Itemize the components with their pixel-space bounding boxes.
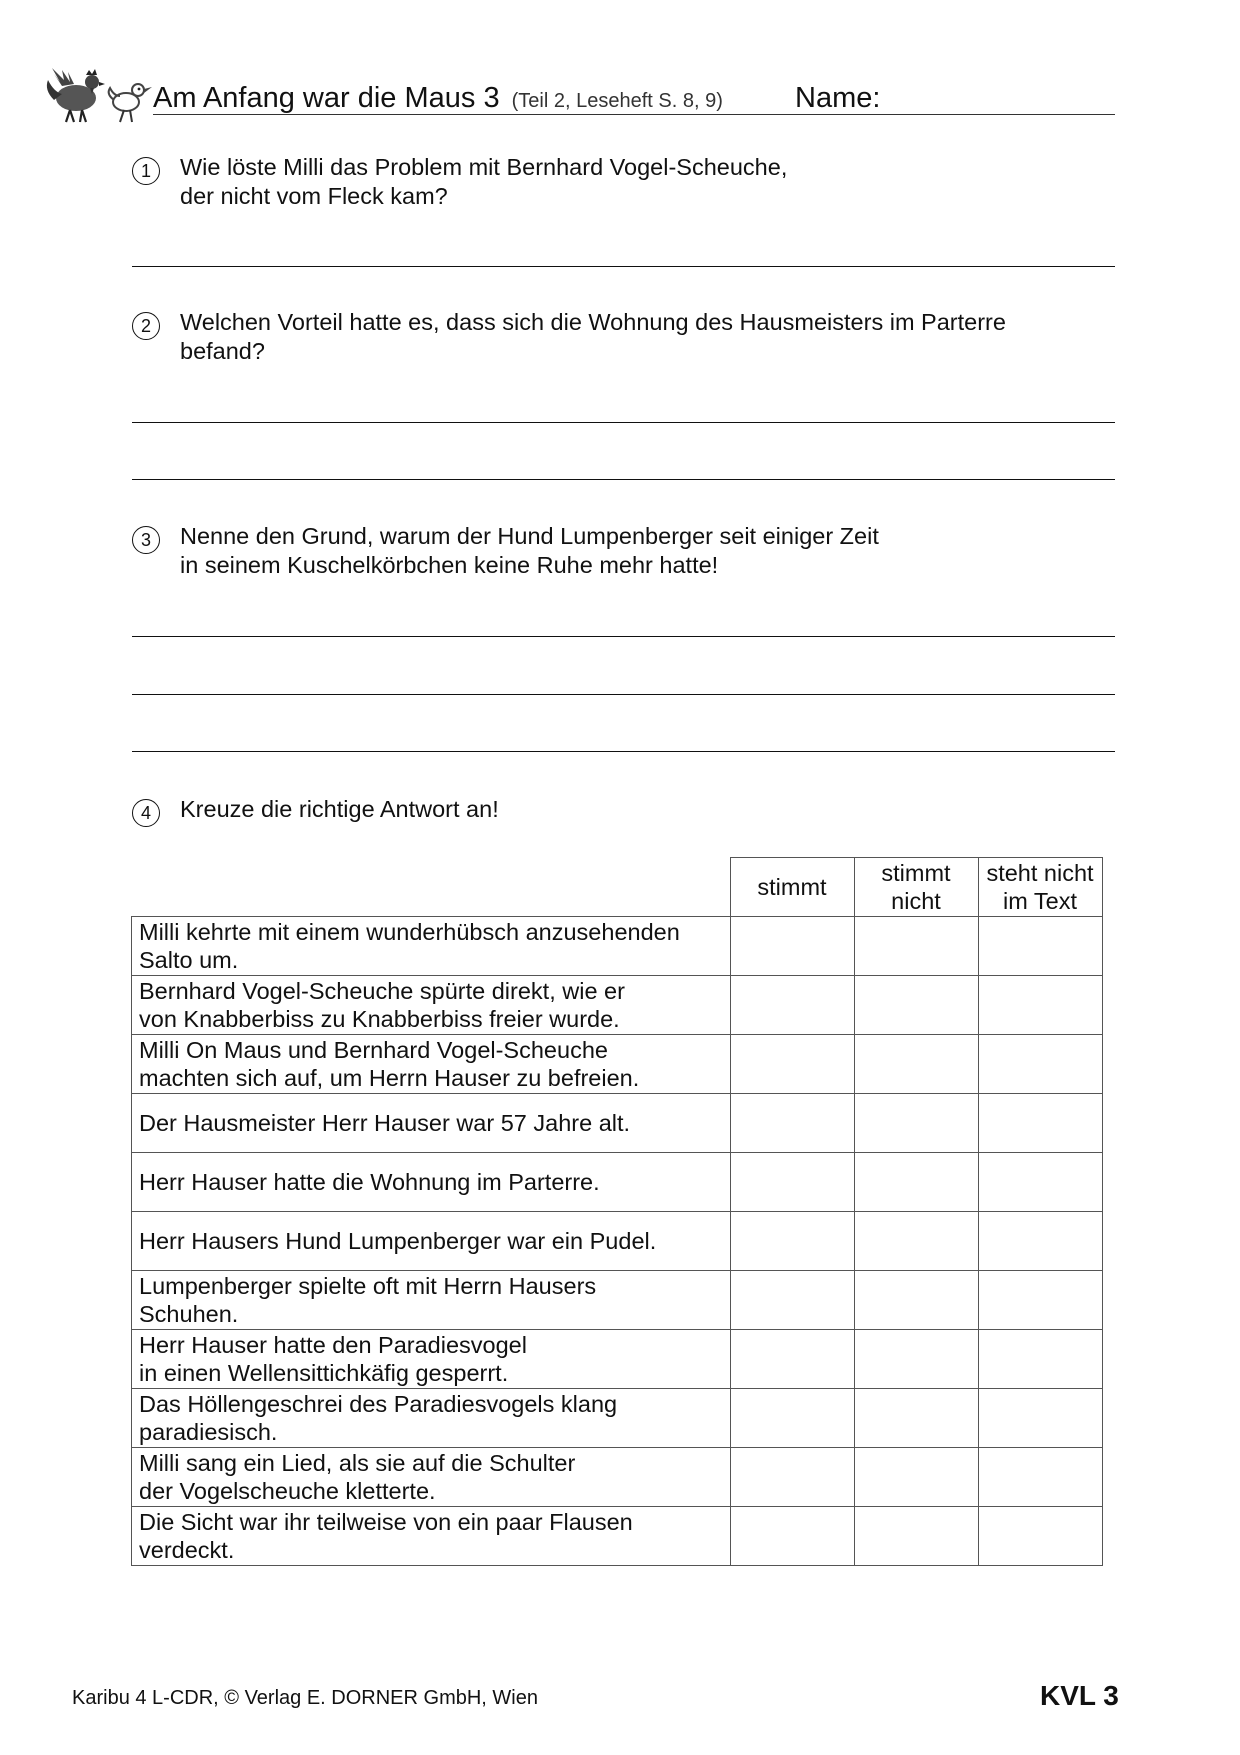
table-row [132,917,1103,976]
checkbox-stimmt[interactable] [730,1448,854,1507]
checkbox-stimmt[interactable] [730,1153,854,1212]
statement-line: Der Hausmeister Herr Hauser war 57 Jahre alt. [139,1110,631,1136]
checkbox-stimmt[interactable] [730,1212,854,1271]
statement-line: Milli kehrte mit einem wunderhübsch anzusehenden [139,919,680,945]
answer-line[interactable] [132,479,1115,480]
answer-line[interactable] [132,694,1115,695]
worksheet-subtitle: (Teil 2, Leseheft S. 8, 9) [511,90,723,112]
column-header-line: stimmt [881,860,951,886]
checkbox-stimmt[interactable] [730,1330,854,1389]
statement-line: Die Sicht war ihr teilweise von ein paar Flausen [139,1509,633,1535]
question-text [180,308,1006,366]
statement-line: Salto um. [139,947,239,973]
statement-line: Bernhard Vogel-Scheuche spürte direkt, wie er [139,978,625,1004]
table-row [132,1212,1103,1271]
checkbox-stimmt[interactable] [730,976,854,1035]
checkbox-steht-nicht-im-text[interactable] [978,1035,1102,1094]
statement-line: paradiesisch. [139,1419,278,1445]
statement-cell [132,1212,731,1271]
checkbox-stimmt-nicht[interactable] [854,1212,978,1271]
answer-line[interactable] [132,422,1115,423]
statement-line: Milli sang ein Lied, als sie auf die Schulter [139,1450,576,1476]
checkbox-stimmt[interactable] [730,1035,854,1094]
true-false-table [131,857,1103,1566]
worksheet-header [40,66,1115,118]
statement-cell [132,976,731,1035]
checkbox-stimmt-nicht[interactable] [854,1153,978,1212]
checkbox-steht-nicht-im-text[interactable] [978,1153,1102,1212]
statement-line: Herr Hausers Hund Lumpenberger war ein Pudel. [139,1228,657,1254]
statement-line: in einen Wellensittichkäfig gesperrt. [139,1360,509,1386]
statement-cell [132,1330,731,1389]
footer-page-code: KVL 3 [1040,1680,1119,1711]
question-text-line: Wie löste Milli das Problem mit Bernhard Vogel-Scheuche, [180,154,788,180]
column-header-line: im Text [1003,888,1077,914]
checkbox-steht-nicht-im-text[interactable] [978,1212,1102,1271]
checkbox-steht-nicht-im-text[interactable] [978,1271,1102,1330]
column-header-stimmt-nicht [854,858,978,917]
checkbox-stimmt-nicht[interactable] [854,1094,978,1153]
checkbox-steht-nicht-im-text[interactable] [978,1507,1102,1566]
footer-copyright: Karibu 4 L-CDR, © Verlag E. DORNER GmbH, Wien [72,1687,538,1709]
question-text-line: Kreuze die richtige Antwort an! [180,796,499,822]
question-3 [132,522,1112,582]
checkbox-stimmt-nicht[interactable] [854,976,978,1035]
statement-line: verdeckt. [139,1537,235,1563]
statement-cell [132,1448,731,1507]
column-header-line: stimmt [757,874,827,900]
question-number: 4 [132,799,160,827]
table-row [132,1094,1103,1153]
checkbox-steht-nicht-im-text[interactable] [978,1094,1102,1153]
statement-cell [132,1271,731,1330]
checkbox-stimmt-nicht[interactable] [854,1448,978,1507]
table-row [132,1330,1103,1389]
statement-line: der Vogelscheuche kletterte. [139,1478,436,1504]
checkbox-steht-nicht-im-text[interactable] [978,1448,1102,1507]
table-row [132,1448,1103,1507]
statement-line: Milli On Maus und Bernhard Vogel-Scheuche [139,1037,608,1063]
header-rule [153,114,1115,115]
question-text [180,522,879,580]
statement-line: Herr Hauser hatte die Wohnung im Parterre. [139,1169,600,1195]
statement-cell [132,1035,731,1094]
checkbox-steht-nicht-im-text[interactable] [978,917,1102,976]
statement-line: Schuhen. [139,1301,239,1327]
checkbox-stimmt[interactable] [730,917,854,976]
checkbox-steht-nicht-im-text[interactable] [978,976,1102,1035]
table-header-blank [132,858,731,917]
checkbox-steht-nicht-im-text[interactable] [978,1389,1102,1448]
checkbox-stimmt-nicht[interactable] [854,917,978,976]
statement-cell [132,1094,731,1153]
checkbox-stimmt-nicht[interactable] [854,1271,978,1330]
question-number: 3 [132,526,160,554]
question-text-line: Welchen Vorteil hatte es, dass sich die Wohnung des Hausmeisters im Parterre [180,309,1006,335]
question-2 [132,308,1112,368]
question-text-line: in seinem Kuschelkörbchen keine Ruhe mehr hatte! [180,552,719,578]
table-row [132,1507,1103,1566]
question-text [180,153,787,211]
question-text-line: der nicht vom Fleck kam? [180,183,448,209]
checkbox-steht-nicht-im-text[interactable] [978,1330,1102,1389]
statement-cell [132,1153,731,1212]
column-header-steht-nicht-im-text [978,858,1102,917]
checkbox-stimmt[interactable] [730,1389,854,1448]
column-header-line: nicht [891,888,941,914]
question-4 [132,795,1112,829]
table-row [132,1271,1103,1330]
name-label: Name: [795,82,881,114]
checkbox-stimmt[interactable] [730,1271,854,1330]
column-header-stimmt [730,858,854,917]
column-header-line: steht nicht [986,860,1094,886]
table-row [132,1389,1103,1448]
table-header-row [132,858,1103,917]
answer-line[interactable] [132,636,1115,637]
question-number: 1 [132,157,160,185]
statement-line: Das Höllengeschrei des Paradiesvogels klang [139,1391,618,1417]
table-row [132,1035,1103,1094]
checkbox-stimmt-nicht[interactable] [854,1507,978,1566]
statement-cell [132,917,731,976]
statement-line: machten sich auf, um Herrn Hauser zu befreien. [139,1065,640,1091]
statement-line: Lumpenberger spielte oft mit Herrn Hausers [139,1273,597,1299]
checkbox-stimmt-nicht[interactable] [854,1330,978,1389]
checkbox-stimmt-nicht[interactable] [854,1035,978,1094]
statement-line: Herr Hauser hatte den Paradiesvogel [139,1332,527,1358]
question-1 [132,153,1112,213]
checkbox-stimmt-nicht[interactable] [854,1389,978,1448]
answer-line[interactable] [132,751,1115,752]
statement-line: von Knabberbiss zu Knabberbiss freier wurde. [139,1006,620,1032]
statement-cell [132,1507,731,1566]
question-text-line: befand? [180,338,265,364]
answer-line[interactable] [132,266,1115,267]
table-row [132,1153,1103,1212]
question-text-line: Nenne den Grund, warum der Hund Lumpenberger seit einiger Zeit [180,523,879,549]
table-row [132,976,1103,1035]
checkbox-stimmt[interactable] [730,1507,854,1566]
question-number: 2 [132,312,160,340]
question-text [180,795,499,824]
rooster-and-chick-logo [40,66,158,124]
checkbox-stimmt[interactable] [730,1094,854,1153]
worksheet-title: Am Anfang war die Maus 3 (Teil 2, Leseheft S. 8, 9) [153,82,723,114]
statement-cell [132,1389,731,1448]
